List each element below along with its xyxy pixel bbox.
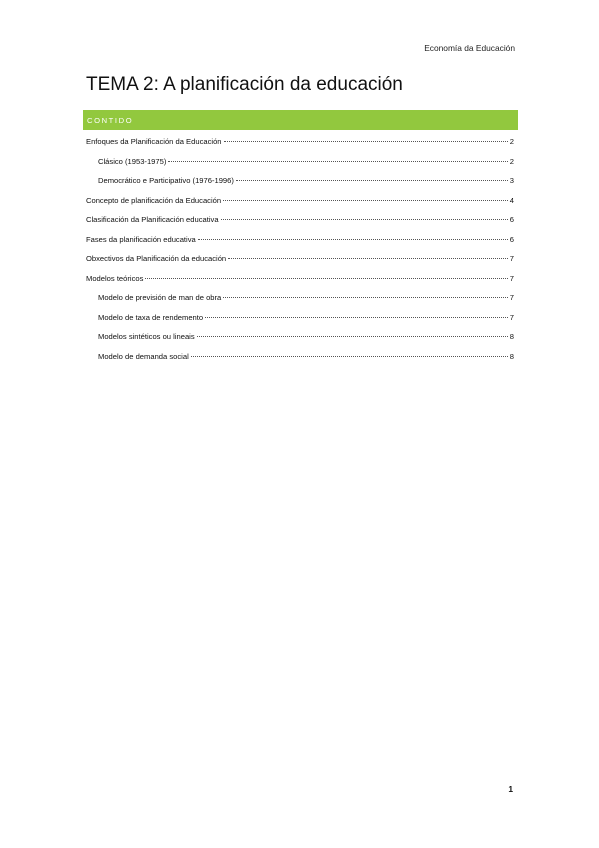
toc-leader-dots	[197, 336, 508, 337]
toc-entry-page: 3	[509, 176, 514, 185]
toc-entry-page: 6	[509, 234, 514, 244]
toc-entry-label: Modelo de taxa de rendemento	[98, 312, 204, 322]
table-of-contents	[86, 137, 514, 371]
document-title: TEMA 2: A planificación da educación	[86, 74, 403, 95]
toc-entry[interactable]	[86, 137, 514, 157]
toc-leader-dots	[191, 356, 508, 357]
toc-entry-label: Democrático e Participativo (1976-1996)	[98, 176, 234, 185]
toc-entry[interactable]	[86, 254, 514, 274]
toc-entry[interactable]	[86, 176, 514, 196]
toc-entry-label: Modelo de demanda social	[98, 351, 189, 361]
toc-leader-dots	[224, 141, 508, 142]
toc-entry-page: 8	[509, 332, 514, 341]
toc-leader-dots	[221, 219, 508, 220]
toc-entry-label: Clasificación da Planificación educativa	[86, 215, 219, 224]
toc-leader-dots	[205, 317, 508, 318]
toc-entry[interactable]	[86, 215, 514, 235]
toc-entry-label: Clásico (1953-1975)	[98, 156, 167, 166]
toc-leader-dots	[168, 161, 507, 162]
toc-entry[interactable]	[86, 313, 514, 333]
toc-entry-label: Modelo de previsión de man de obra	[98, 293, 222, 302]
toc-entry[interactable]	[86, 352, 514, 372]
toc-entry-page: 7	[509, 312, 514, 322]
toc-entry-page: 7	[509, 293, 514, 302]
toc-heading: CONTIDO	[87, 115, 134, 125]
toc-leader-dots	[198, 239, 508, 240]
toc-entry[interactable]	[86, 196, 514, 216]
toc-entry-page: 2	[509, 137, 514, 146]
toc-entry-page: 7	[509, 273, 514, 283]
toc-entry-page: 8	[509, 351, 514, 361]
toc-entry-label: Fases da planificación educativa	[86, 234, 196, 244]
toc-entry[interactable]	[86, 274, 514, 294]
toc-leader-dots	[236, 180, 508, 181]
toc-entry-page: 2	[509, 156, 514, 166]
toc-entry-label: Enfoques da Planificación da Educación	[86, 137, 222, 146]
toc-entry-page: 6	[509, 215, 514, 224]
toc-entry-label: Obxectivos da Planificación da educación	[86, 254, 227, 263]
toc-leader-dots	[228, 258, 508, 259]
toc-entry[interactable]	[86, 332, 514, 352]
toc-entry-label: Modelos teóricos	[86, 273, 144, 283]
toc-entry-label: Concepto de planificación da Educación	[86, 195, 222, 205]
toc-entry-label: Modelos sintéticos ou lineais	[98, 332, 195, 341]
toc-entry-page: 7	[509, 254, 514, 263]
toc-entry-page: 4	[509, 195, 514, 205]
toc-leader-dots	[223, 200, 508, 201]
toc-entry[interactable]	[86, 235, 514, 255]
toc-entry[interactable]	[86, 157, 514, 177]
running-header: Economía da Educación	[424, 43, 515, 53]
toc-entry[interactable]	[86, 293, 514, 313]
toc-leader-dots	[223, 297, 508, 298]
page-number: 1	[508, 784, 513, 794]
toc-heading-bar	[83, 110, 518, 130]
toc-leader-dots	[145, 278, 507, 279]
